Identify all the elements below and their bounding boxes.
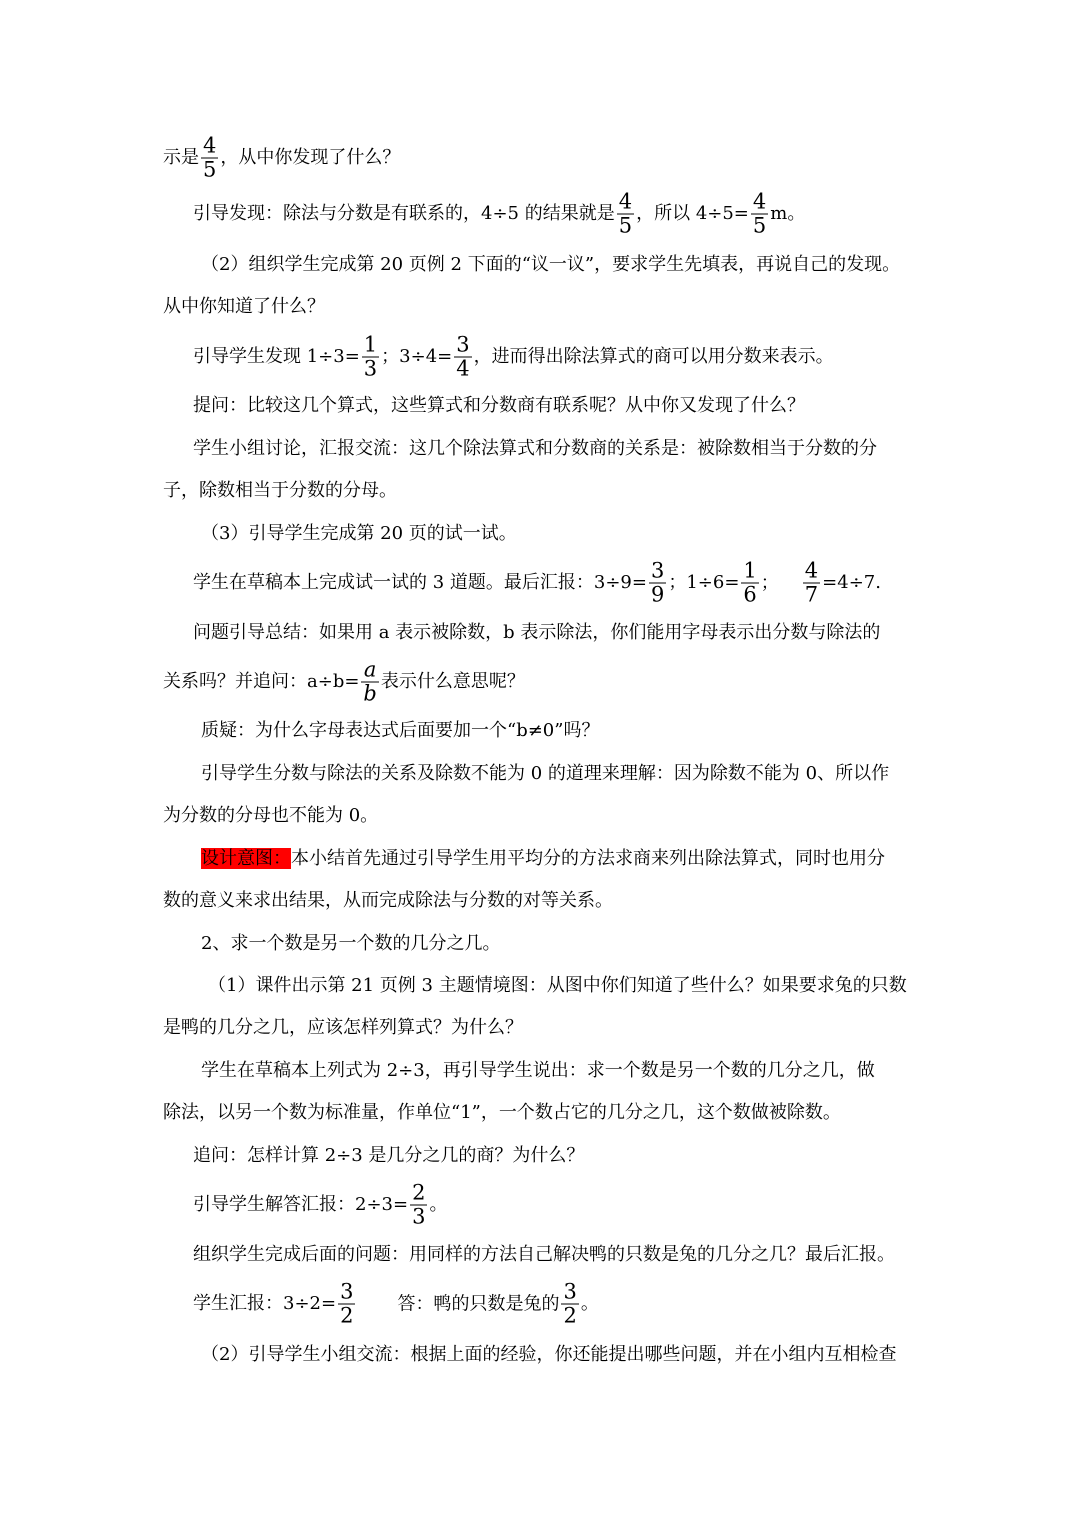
text-line: [193, 560, 881, 607]
text-line: 问题引导总结：如果用 a 表示被除数，b 表示除法，你们能用字母表示出分数与除法的: [193, 622, 881, 643]
text-run: 。: [429, 1194, 448, 1215]
text-line: 从中你知道了什么？: [163, 296, 325, 317]
text-run: ，进而得出除法算式的商可以用分数来表示。: [473, 346, 834, 367]
numerator: 4: [618, 189, 633, 214]
fraction: [803, 560, 820, 607]
text-run: =4÷7.: [822, 572, 881, 593]
text-run: ；3÷4=: [381, 346, 453, 367]
text-run: ，所以 4÷5=: [636, 203, 749, 224]
text-line: 是鸭的几分之几，应该怎样列算式？为什么？: [163, 1017, 523, 1038]
text-line: [193, 334, 834, 381]
fraction: [617, 191, 634, 238]
denominator: 3: [363, 356, 378, 381]
numerator: 1: [363, 332, 378, 357]
numerator: 3: [650, 558, 665, 583]
text-run: 本小结首先通过引导学生用平均分的方法求商来列出除法算式，同时也用分: [291, 848, 885, 869]
text-run: 示是: [163, 147, 199, 168]
fraction: [561, 1281, 578, 1328]
text-run: 关系吗？并追问：a÷b=: [163, 671, 360, 692]
fraction: [362, 334, 379, 381]
denominator: 3: [412, 1204, 426, 1229]
text-run: 答：鸭的只数是兔的: [397, 1293, 560, 1314]
text-run: 表示什么意思呢？: [380, 671, 525, 692]
denominator: 5: [203, 157, 217, 182]
denominator: 5: [618, 213, 633, 238]
denominator: 4: [456, 356, 470, 381]
denominator: 7: [804, 582, 819, 607]
text-line: （3）引导学生完成第 20 页的试一试。: [201, 523, 517, 544]
text-line: [201, 847, 885, 871]
fraction: [741, 560, 758, 607]
text-line: 追问：怎样计算 2÷3 是几分之几的商？为什么？: [193, 1145, 585, 1166]
text-line: 学生小组讨论，汇报交流：这几个除法算式和分数商的关系是：被除数相当于分数的分: [193, 438, 877, 459]
fraction: [454, 334, 471, 381]
text-line: 2、求一个数是另一个数的几分之几。: [201, 933, 501, 954]
numerator: 3: [456, 332, 470, 357]
numerator: a: [361, 659, 378, 683]
text-line: 提问：比较这几个算式，这些算式和分数商有联系呢？从中你又发现了什么？: [193, 395, 805, 416]
text-line: 除法，以另一个数为标准量，作单位“1”，一个数占它的几分之几，这个数做被除数。: [163, 1102, 841, 1123]
text-line: 学生在草稿本上列式为 2÷3，再引导学生说出：求一个数是另一个数的几分之几，做: [201, 1060, 875, 1081]
text-line: [163, 659, 525, 706]
text-line: 子，除数相当于分数的分母。: [163, 480, 397, 501]
denominator: 9: [650, 582, 665, 607]
text-line: [163, 135, 400, 182]
numerator: 2: [412, 1180, 426, 1205]
denominator: 5: [752, 213, 767, 238]
fraction: [649, 560, 666, 607]
fraction: [201, 135, 218, 182]
text-run: 学生汇报：3÷2=: [193, 1293, 337, 1314]
text-run: 引导学生解答汇报：2÷3=: [193, 1194, 409, 1215]
denominator: b: [363, 681, 377, 706]
denominator: 2: [563, 1303, 577, 1328]
text-run: 。: [580, 1293, 599, 1314]
denominator: 2: [340, 1303, 354, 1328]
text-run: m。: [770, 203, 806, 224]
text-line: 为分数的分母也不能为 0。: [163, 805, 379, 826]
highlight-label: 设计意图：: [201, 848, 291, 869]
text-line: （2）引导学生小组交流：根据上面的经验，你还能提出哪些问题，并在小组内互相检查: [201, 1344, 897, 1365]
text-line: 组织学生完成后面的问题：用同样的方法自己解决鸭的只数是兔的几分之几？最后汇报。: [193, 1244, 895, 1265]
numerator: 4: [804, 558, 819, 583]
text-run: 引导发现：除法与分数是有联系的，4÷5 的结果就是: [193, 203, 615, 224]
numerator: 3: [563, 1279, 577, 1304]
text-run: 引导学生发现 1÷3=: [193, 346, 360, 367]
text-run: 学生在草稿本上完成试一试的 3 道题。最后汇报：3÷9=: [193, 572, 647, 593]
numerator: 3: [340, 1279, 354, 1304]
text-line: 引导学生分数与除法的关系及除数不能为 0 的道理来理解：因为除数不能为 0、所以作: [201, 763, 890, 784]
fraction: [338, 1281, 355, 1328]
text-line: （2）组织学生完成第 20 页例 2 下面的“议一议”，要求学生先填表，再说自己的发现。: [201, 254, 901, 275]
text-run: ；: [760, 572, 779, 593]
text-run: ；1÷6=: [668, 572, 740, 593]
fraction: [410, 1182, 427, 1229]
numerator: 1: [743, 558, 757, 583]
numerator: 4: [203, 133, 217, 158]
text-line: [193, 1182, 447, 1229]
text-line: [193, 191, 805, 238]
text-run: ，从中你发现了什么？: [220, 147, 401, 168]
numerator: 4: [752, 189, 767, 214]
text-line: 质疑：为什么字母表达式后面要加一个“b≠0”吗？: [201, 720, 600, 741]
text-line: 数的意义来求出结果，从而完成除法与分数的对等关系。: [163, 890, 613, 911]
fraction: [361, 659, 378, 706]
text-line: [193, 1281, 599, 1328]
denominator: 6: [743, 582, 757, 607]
fraction: [751, 191, 768, 238]
text-line: （1）课件出示第 21 页例 3 主题情境图：从图中你们知道了些什么？如果要求兔的只数: [208, 975, 907, 996]
